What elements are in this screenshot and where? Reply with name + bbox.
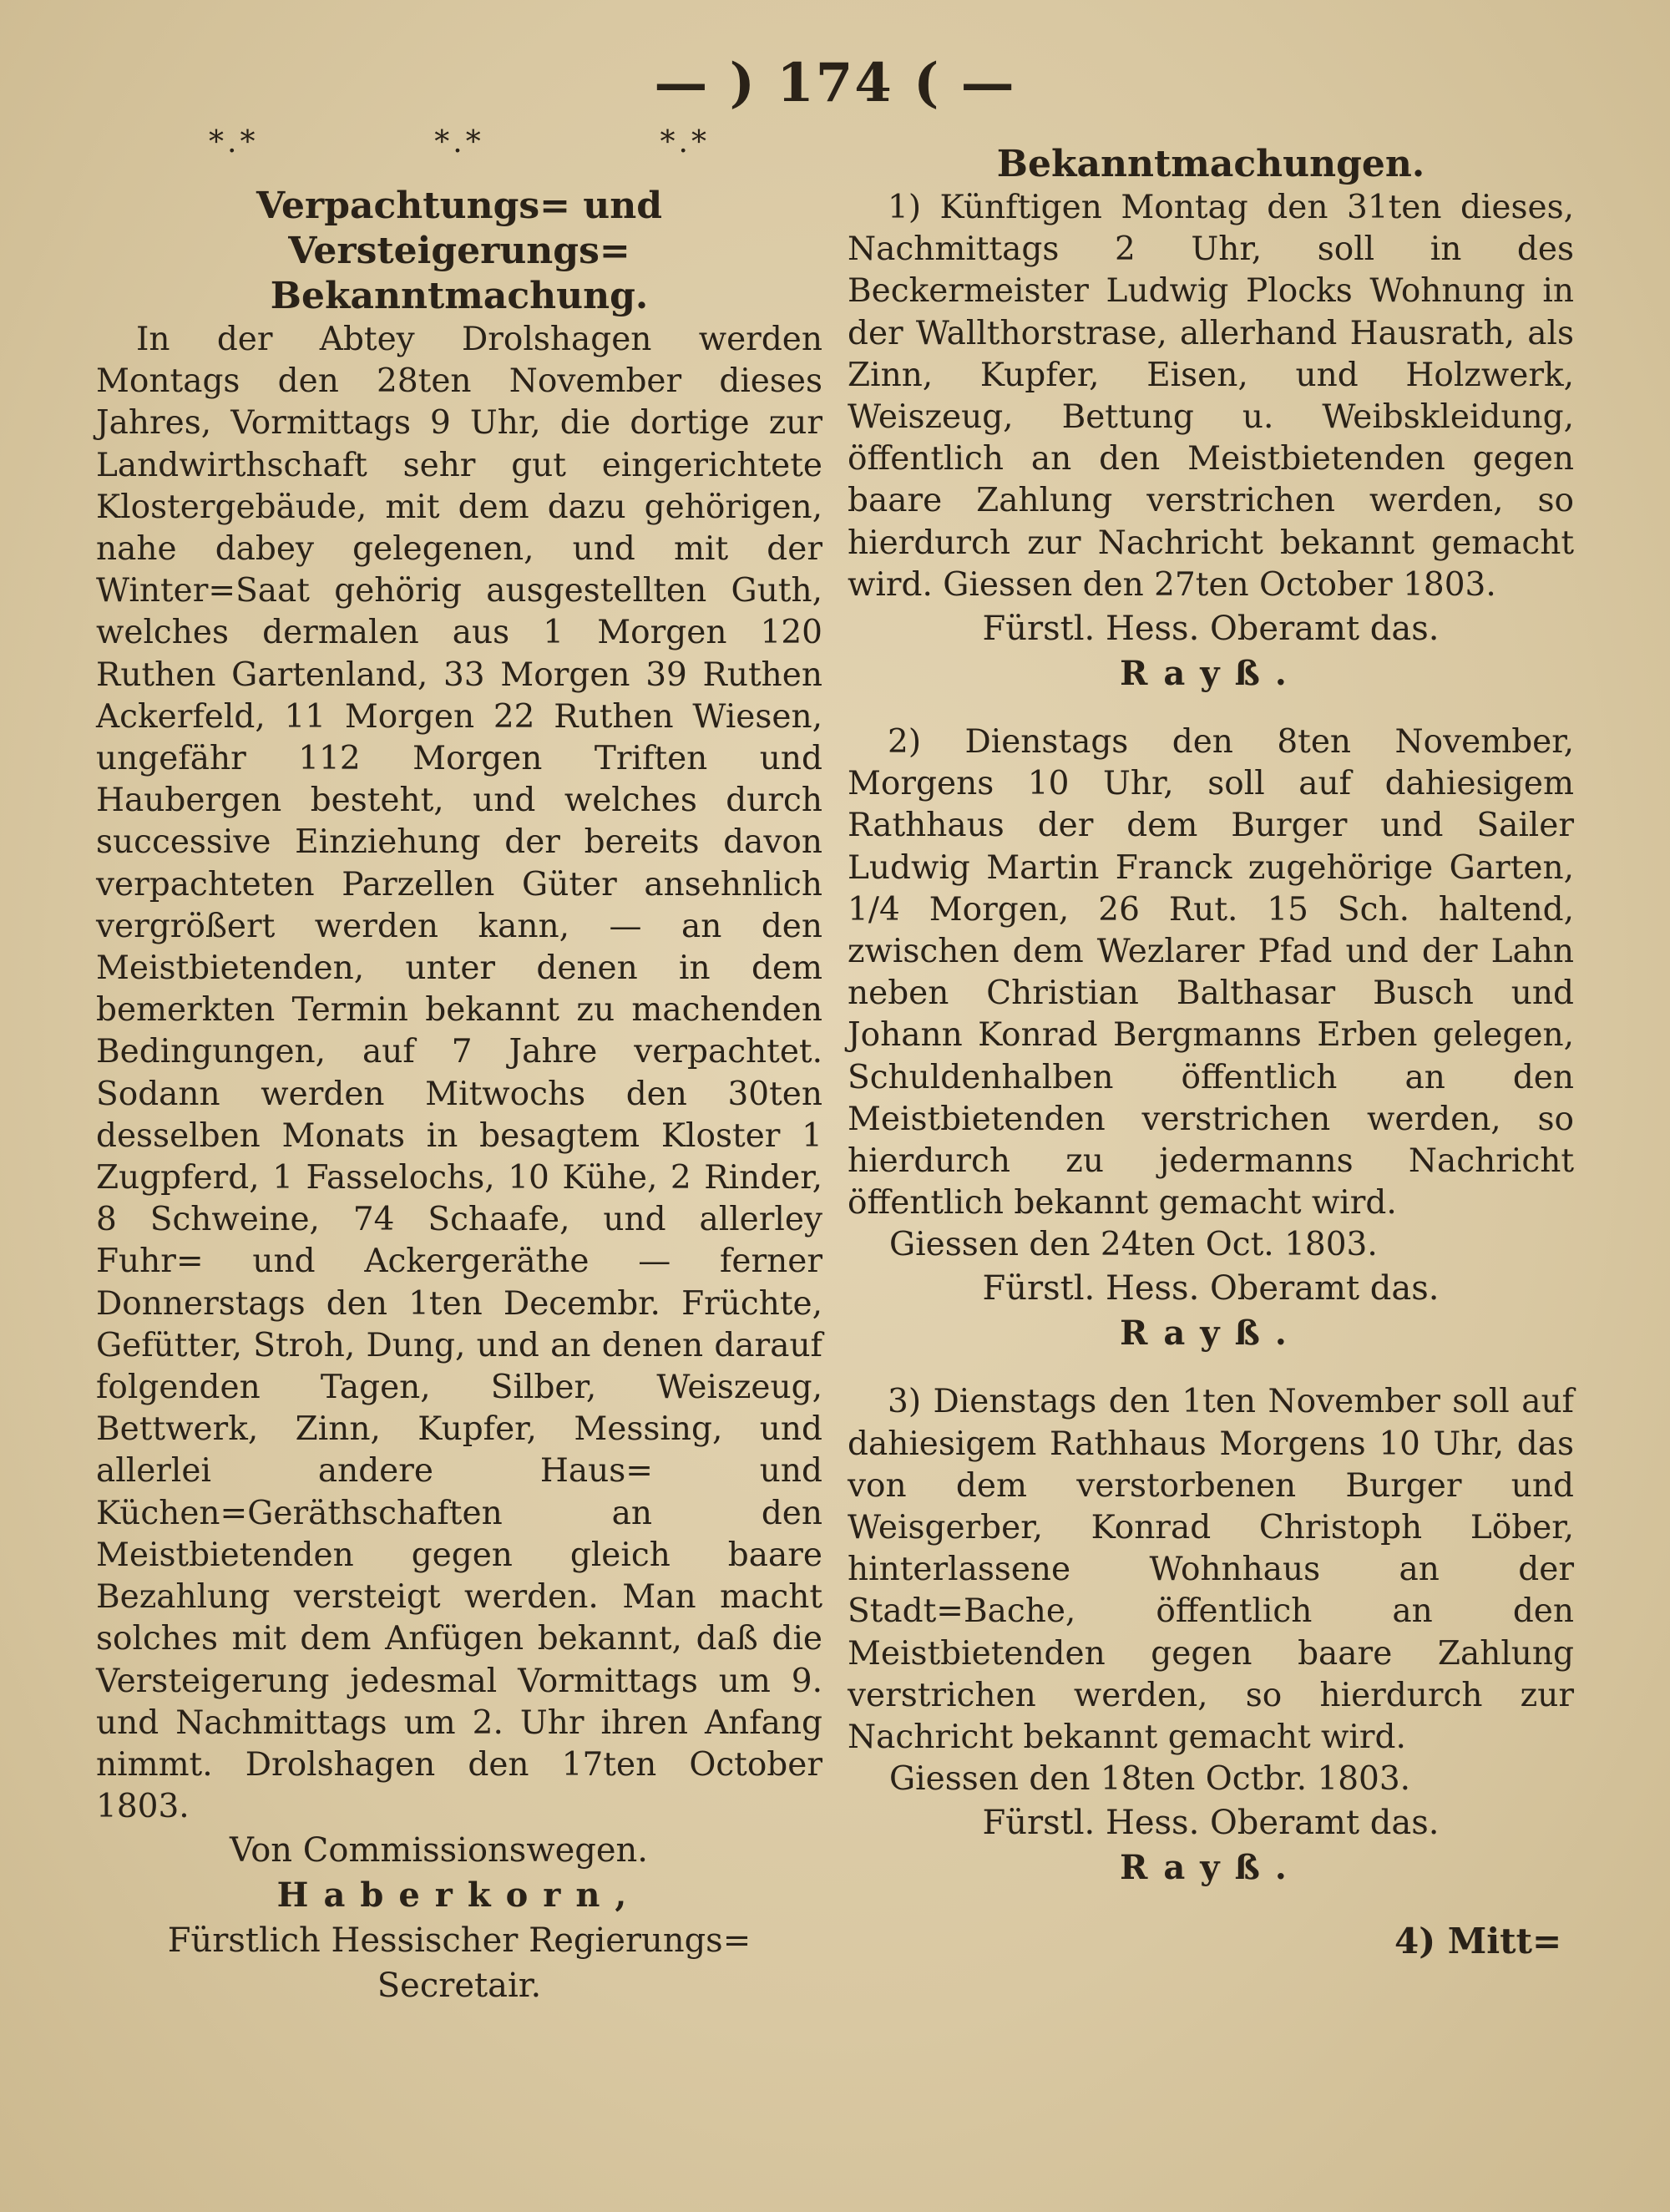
ornament-icon: *.* — [209, 125, 259, 159]
catchword: 4) Mitt= — [1394, 1921, 1562, 1961]
notice-1-signature: Rayß. — [1120, 654, 1302, 694]
notice-3-office: Fürstl. Hess. Oberamt das. — [982, 1804, 1440, 1843]
notice-3-signature: Rayß. — [1120, 1848, 1302, 1888]
left-sign-title-2: Secretair. — [377, 1967, 542, 2006]
page-number: — ) 174 ( — — [654, 52, 1016, 114]
notice-1-office: Fürstl. Hess. Oberamt das. — [982, 610, 1440, 649]
right-title: Bekanntmachungen. — [996, 143, 1425, 185]
left-sign-line: Von Commissionswegen. — [230, 1831, 648, 1870]
right-column — [848, 142, 1574, 1891]
left-sign-name: Haberkorn, — [276, 1875, 642, 1916]
left-body: In der Abtey Drolshagen werden Montags den 28ten November dieses Jahres, Vormittags 9 Uhr, die dortige zur Landwirthschaft sehr gut eingerichtete Klostergebäude, mit dem dazu gehörigen, nahe dabey gelegenen, und mit der Winter=Saat gehörig ausgestellten Guth, welches dermalen aus 1 Morgen 120 Ruthen Gartenland, 33 Morgen 39 Ruthen Ackerfeld, 11 Morgen 22 Ruthen Wiesen, ungefähr 112 Morgen Triften und Haubergen besteht, und welches durch successive Einziehung der bereits davon verpachteten Parzellen Güter ansehnlich vergrößert werden kann, — an den Meistbietenden, unter denen in dem bemerkten Termin bekannt zu machenden Bedingungen, auf 7 Jahre verpachtet. Sodann werden Mitwochs den 30ten desselben Monats in besagtem Kloster 1 Zugpferd, 1 Fasselochs, 10 Kühe, 2 Rinder, 8 Schweine, 74 Schaafe, und allerley Fuhr= und Ackergeräthe — ferner Donnerstags den 1ten Decembr. Früchte, Gefütter, Stroh, Dung, und an denen darauf folgenden Tagen, Silber, Weiszeug, Bettwerk, Zinn, Kupfer, Messing, und allerlei andere Haus= und Küchen=Geräthschaften an den Meistbietenden gegen gleich baare Bezahlung versteigt werden. Man macht solches mit dem Anfügen bekannt, daß die Versteigerung jedesmal Vormittags um 9. und Nachmittags um 2. Uhr ihren Anfang nimmt. Drolshagen den 17ten October 1803. — [96, 321, 822, 1826]
ornament-row — [209, 125, 710, 175]
notice-2-date: Giessen den 24ten Oct. 1803. — [889, 1226, 1378, 1264]
spacer — [848, 1356, 1574, 1381]
notice-3: 3) Dienstags den 1ten November soll auf dahiesigem Rathhaus Morgens 10 Uhr, das von dem verstorbenen Burger und Weisgerber, Konrad Christoph Löber, hinterlassene Wohnhaus an der Stadt=Bache, öffentlich an den Meistbietenden gegen baare Zahlung verstrichen werden, so hierdurch zur Nachricht bekannt gemacht wird. — [848, 1383, 1574, 1757]
left-column — [96, 184, 822, 2008]
left-title: Verpachtungs= und Versteigerungs= Bekanntmachung. — [256, 185, 663, 317]
notice-2-signature: Rayß. — [1120, 1314, 1302, 1354]
ornament-icon: *.* — [434, 125, 484, 159]
left-sign-title-1: Fürstlich Hessischer Regierungs= — [167, 1921, 752, 1961]
ornament-icon: *.* — [660, 125, 710, 159]
notice-2-office: Fürstl. Hess. Oberamt das. — [982, 1269, 1440, 1308]
notice-3-date: Giessen den 18ten Octbr. 1803. — [889, 1760, 1411, 1799]
notice-2: 2) Dienstags den 8ten November, Morgens 10 Uhr, soll auf dahiesigem Rathhaus der dem Burger und Sailer Ludwig Martin Franck zugehörige Garten, 1/4 Morgen, 26 Rut. 15 Sch. haltend, zwischen dem Wezlarer Pfad und der Lahn neben Christian Balthasar Busch und Johann Konrad Bergmanns Erben gelegen, Schuldenhalben öffentlich an den Meistbietenden verstrichen werden, so hierdurch zu jedermanns Nachricht öffentlich bekannt gemacht wird. — [848, 723, 1574, 1222]
spacer — [848, 696, 1574, 721]
notice-1: 1) Künftigen Montag den 31ten dieses, Nachmittags 2 Uhr, soll in des Beckermeister Ludwig Plocks Wohnung in der Wallthorstrase, allerhand Hausrath, als Zinn, Kupfer, Eisen, und Holzwerk, Weiszeug, Bettung u. Weibskleidung, öffentlich an den Meistbietenden gegen baare Zahlung verstrichen werden, so hierdurch zur Nachricht bekannt gemacht wird. Giessen den 27ten October 1803. — [848, 189, 1574, 604]
